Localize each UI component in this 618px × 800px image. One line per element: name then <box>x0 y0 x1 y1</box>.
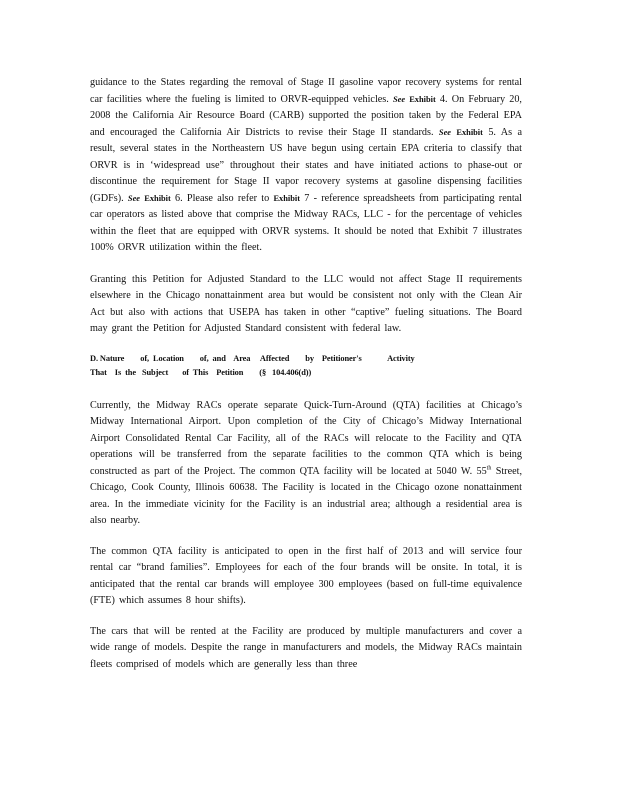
see-reference: See <box>438 127 451 137</box>
superscript: th <box>486 465 492 472</box>
paragraph-stage-ii-guidance <box>90 75 522 257</box>
section-heading <box>90 352 522 380</box>
exhibit-reference: Exhibit <box>409 94 436 104</box>
text-run: Currently, the Midway RACs operate separate Quick-Turn-Around (QTA) facilities at Chicago’s Midway International Airport. Upon completion of the City of Chicago’s Midway International Airport Consolidated Rental Car Facility, all of the RACs will relocate to the Facility and QTA operations will be transferred from the separate facilities to the common QTA which is being constructed as part of the Project. The common QTA facility will be located at 5040 W. 55 <box>90 399 522 477</box>
see-reference: See <box>392 94 406 104</box>
exhibit-reference: Exhibit <box>273 193 301 203</box>
text-run: 5. As a result, several states in the Northeastern US have begun using certain EPA criteria to classify that ORVR is in ‘widespread use” throughout their states and have initiated actions to phase-out or discontinue the requirement for Stage II vapor recovery systems at gasoline dispensing facilities (GDFs). <box>90 126 523 204</box>
exhibit-reference: Exhibit <box>456 127 483 137</box>
text-run: 4. On February 20, 2008 the California Air Resource Board (CARB) supported the position taken by the Federal EPA and encouraged the California Air Districts to revise their Stage II standards. <box>90 93 522 138</box>
paragraph-qta-opening: The common QTA facility is anticipated to open in the first half of 2013 and will service four rental car “brand families”. Employees for each of the four brands will be onsite. In total, it is anticipated that the rental car brands will employee 300 employees (based on full-time equivalence (FTE) which assumes 8 hour shifts). <box>90 545 522 606</box>
heading-line: D. Nature of, Location of, and Area Affected by Petitioner's Activity <box>90 353 415 363</box>
see-reference: See <box>127 193 141 203</box>
paragraph-rental-fleet: The cars that will be rented at the Facility are produced by multiple manufacturers and cover a wide range of models. Despite the range in manufacturers and models, the Midway RACs maintain fleets comprised of models which are generally less than three <box>90 625 522 670</box>
paragraph-current-operations <box>90 398 522 530</box>
document-body <box>90 75 522 687</box>
heading-line: That Is the Subject of This Petition (§ 104.406(d)) <box>90 367 312 377</box>
text-run: guidance to the States regarding the removal of Stage II gasoline vapor recovery systems for rental car facilities where the fueling is limited to ORVR-equipped vehicles. <box>90 77 522 105</box>
text-run: 7 - reference spreadsheets from participating rental car operators as listed above that comprise the Midway RACs, LLC - for the percentage of vehicles within the fleet that are equipped with ORVR systems. It should be noted that Exhibit 7 illustrates 100% ORVR utilization within the fleet. <box>90 192 522 253</box>
exhibit-reference: Exhibit <box>144 193 171 203</box>
paragraph-granting-petition: Granting this Petition for Adjusted Standard to the LLC would not affect Stage II requirements elsewhere in the Chicago nonattainment area but would be consistent not only with the Clean Air Act but also with actions that USEPA has taken in other “captive” fueling situations. The Board may grant the Petition for Adjusted Standard consistent with federal law. <box>90 273 522 334</box>
text-run: Street, Chicago, Cook County, Illinois 60638. The Facility is located in the Chicago ozone nonattainment area. In the immediate vicinity for the Facility is an industrial area; although a residential area is also nearby. <box>90 465 522 526</box>
text-run: 6. Please also refer to <box>170 192 274 204</box>
